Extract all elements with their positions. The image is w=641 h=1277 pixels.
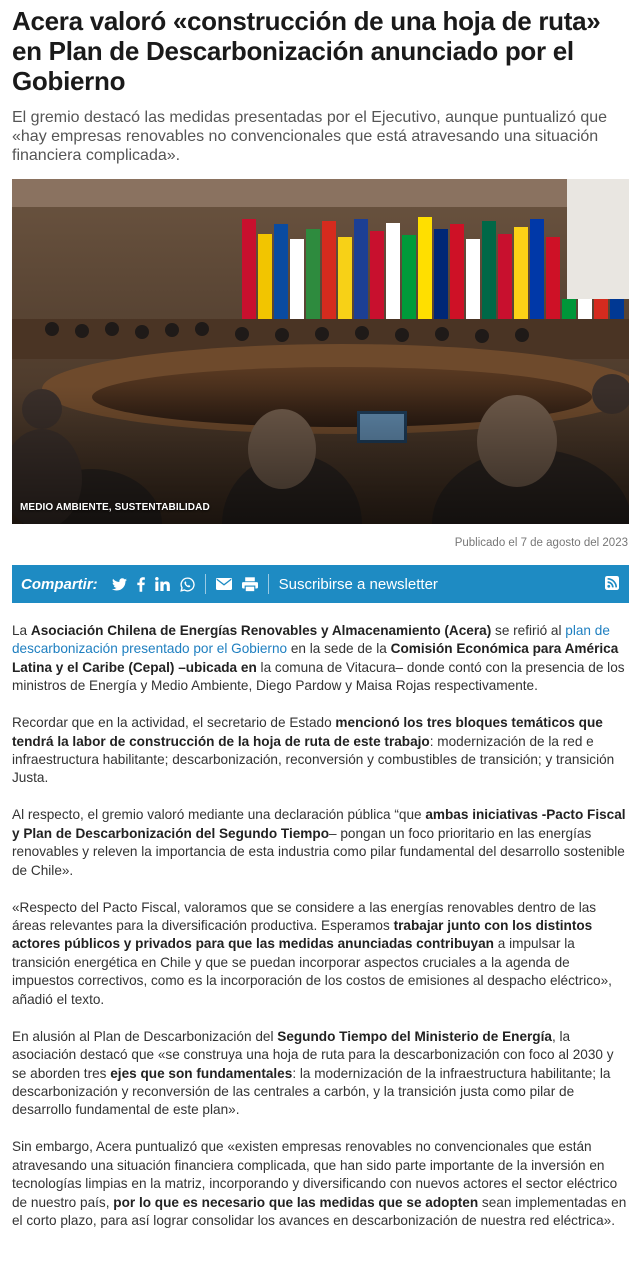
whatsapp-icon[interactable] [180, 577, 195, 592]
hero-image [12, 179, 629, 524]
image-category-tags[interactable]: MEDIO AMBIENTE, SUSTENTABILIDAD [20, 502, 210, 513]
share-icons [112, 577, 195, 592]
newsletter-link[interactable]: Suscribirse a newsletter [278, 575, 438, 593]
paragraph-3: Al respecto, el gremio valoró mediante una declaración pública “que ambas iniciativas -Pacto Fiscal y Plan de Descarbonización del Segundo Tiempo– pongan un foco prioritario en las energías renovables y releven la importancia de esta industria como pilar fundamental del desarrollo sostenible de Chile». [12, 807, 626, 878]
share-actions [216, 577, 258, 592]
paragraph-4: «Respecto del Pacto Fiscal, valoramos que se considere a las energías renovables dentro de las áreas relevantes para la diversificación productiva. Esperamos trabajar junto con los distintos actores públicos y privados para que las medidas anunciadas contribuyan a impulsar la transición energética en Chile y que se puedan incorporar aspectos cruciales a la agenda de impuestos correctivos, como es la incorporación de los costos de emisiones al despacho eléctrico», añadió el texto. [12, 899, 612, 1007]
article-lead: El gremio destacó las medidas presentadas por el Ejecutivo, aunque puntualizó que «hay empresas renovables no convencionales que está atravesando una situación financiera complicada». [12, 109, 608, 164]
paragraph-1: La Asociación Chilena de Energías Renovables y Almacenamiento (Acera) se refirió al plan de descarbonización presentado por el Gobierno en la sede de la Comisión Económica para América Latina y el Caribe (Cepal) –ubicada en la comuna de Vitacura– donde contó con la presencia de los ministros de Energía y Medio Ambiente, Diego Pardow y Maisa Rojas respectivamente. [12, 623, 625, 694]
twitter-icon[interactable] [112, 578, 127, 591]
paragraph-2: Recordar que en la actividad, el secretario de Estado mencionó los tres bloques temáticos que tendrá la labor de construcción de la hoja de ruta de este trabajo: modernización de la red e infraestructura habilitante; descarbonización, reconversión y combustibles de transición; y transición Justa. [12, 715, 615, 786]
facebook-icon[interactable] [137, 577, 145, 592]
divider [205, 574, 206, 594]
email-icon[interactable] [216, 578, 232, 590]
conference-photo [12, 179, 629, 524]
article-title: Acera valoró «construcción de una hoja de ruta» en Plan de Descarbonización anunciado por el Gobierno [12, 6, 601, 96]
article-body [12, 622, 629, 1249]
linkedin-icon[interactable] [155, 577, 170, 591]
divider [268, 574, 269, 594]
rss-icon[interactable] [605, 576, 619, 594]
share-bar [12, 565, 629, 603]
paragraph-6: Sin embargo, Acera puntualizó que «existen empresas renovables no convencionales que están atravesando una situación financiera complicada, que han sido parte importante de la inversión en tecnologías limpias en la matriz, incorporando y diversificando con nuevos actores el sector eléctrico de nuestro país, por lo que es necesario que las medidas que se adopten sean implementadas en el corto plazo, para así lograr consolidar los avances en descarbonización de nuestra red eléctrica». [12, 1139, 627, 1228]
paragraph-5: En alusión al Plan de Descarbonización del Segundo Tiempo del Ministerio de Energía, la asociación destacó que «se construya una hoja de ruta para la descarbonización con foco al 2030 y se aborden tres ejes que son fundamentales: la modernización de la infraestructura habilitante; la descarbonización y reconversión de las centrales a carbón, y la transición justa como pilar de desarrollo fundamental de este plan». [12, 1028, 614, 1118]
publish-date: Publicado el 7 de agosto del 2023 [454, 537, 628, 549]
inline-link[interactable]: plan de descarbonización presentado por el Gobierno [12, 623, 610, 657]
share-label: Compartir: [21, 575, 98, 593]
print-icon[interactable] [242, 577, 258, 592]
